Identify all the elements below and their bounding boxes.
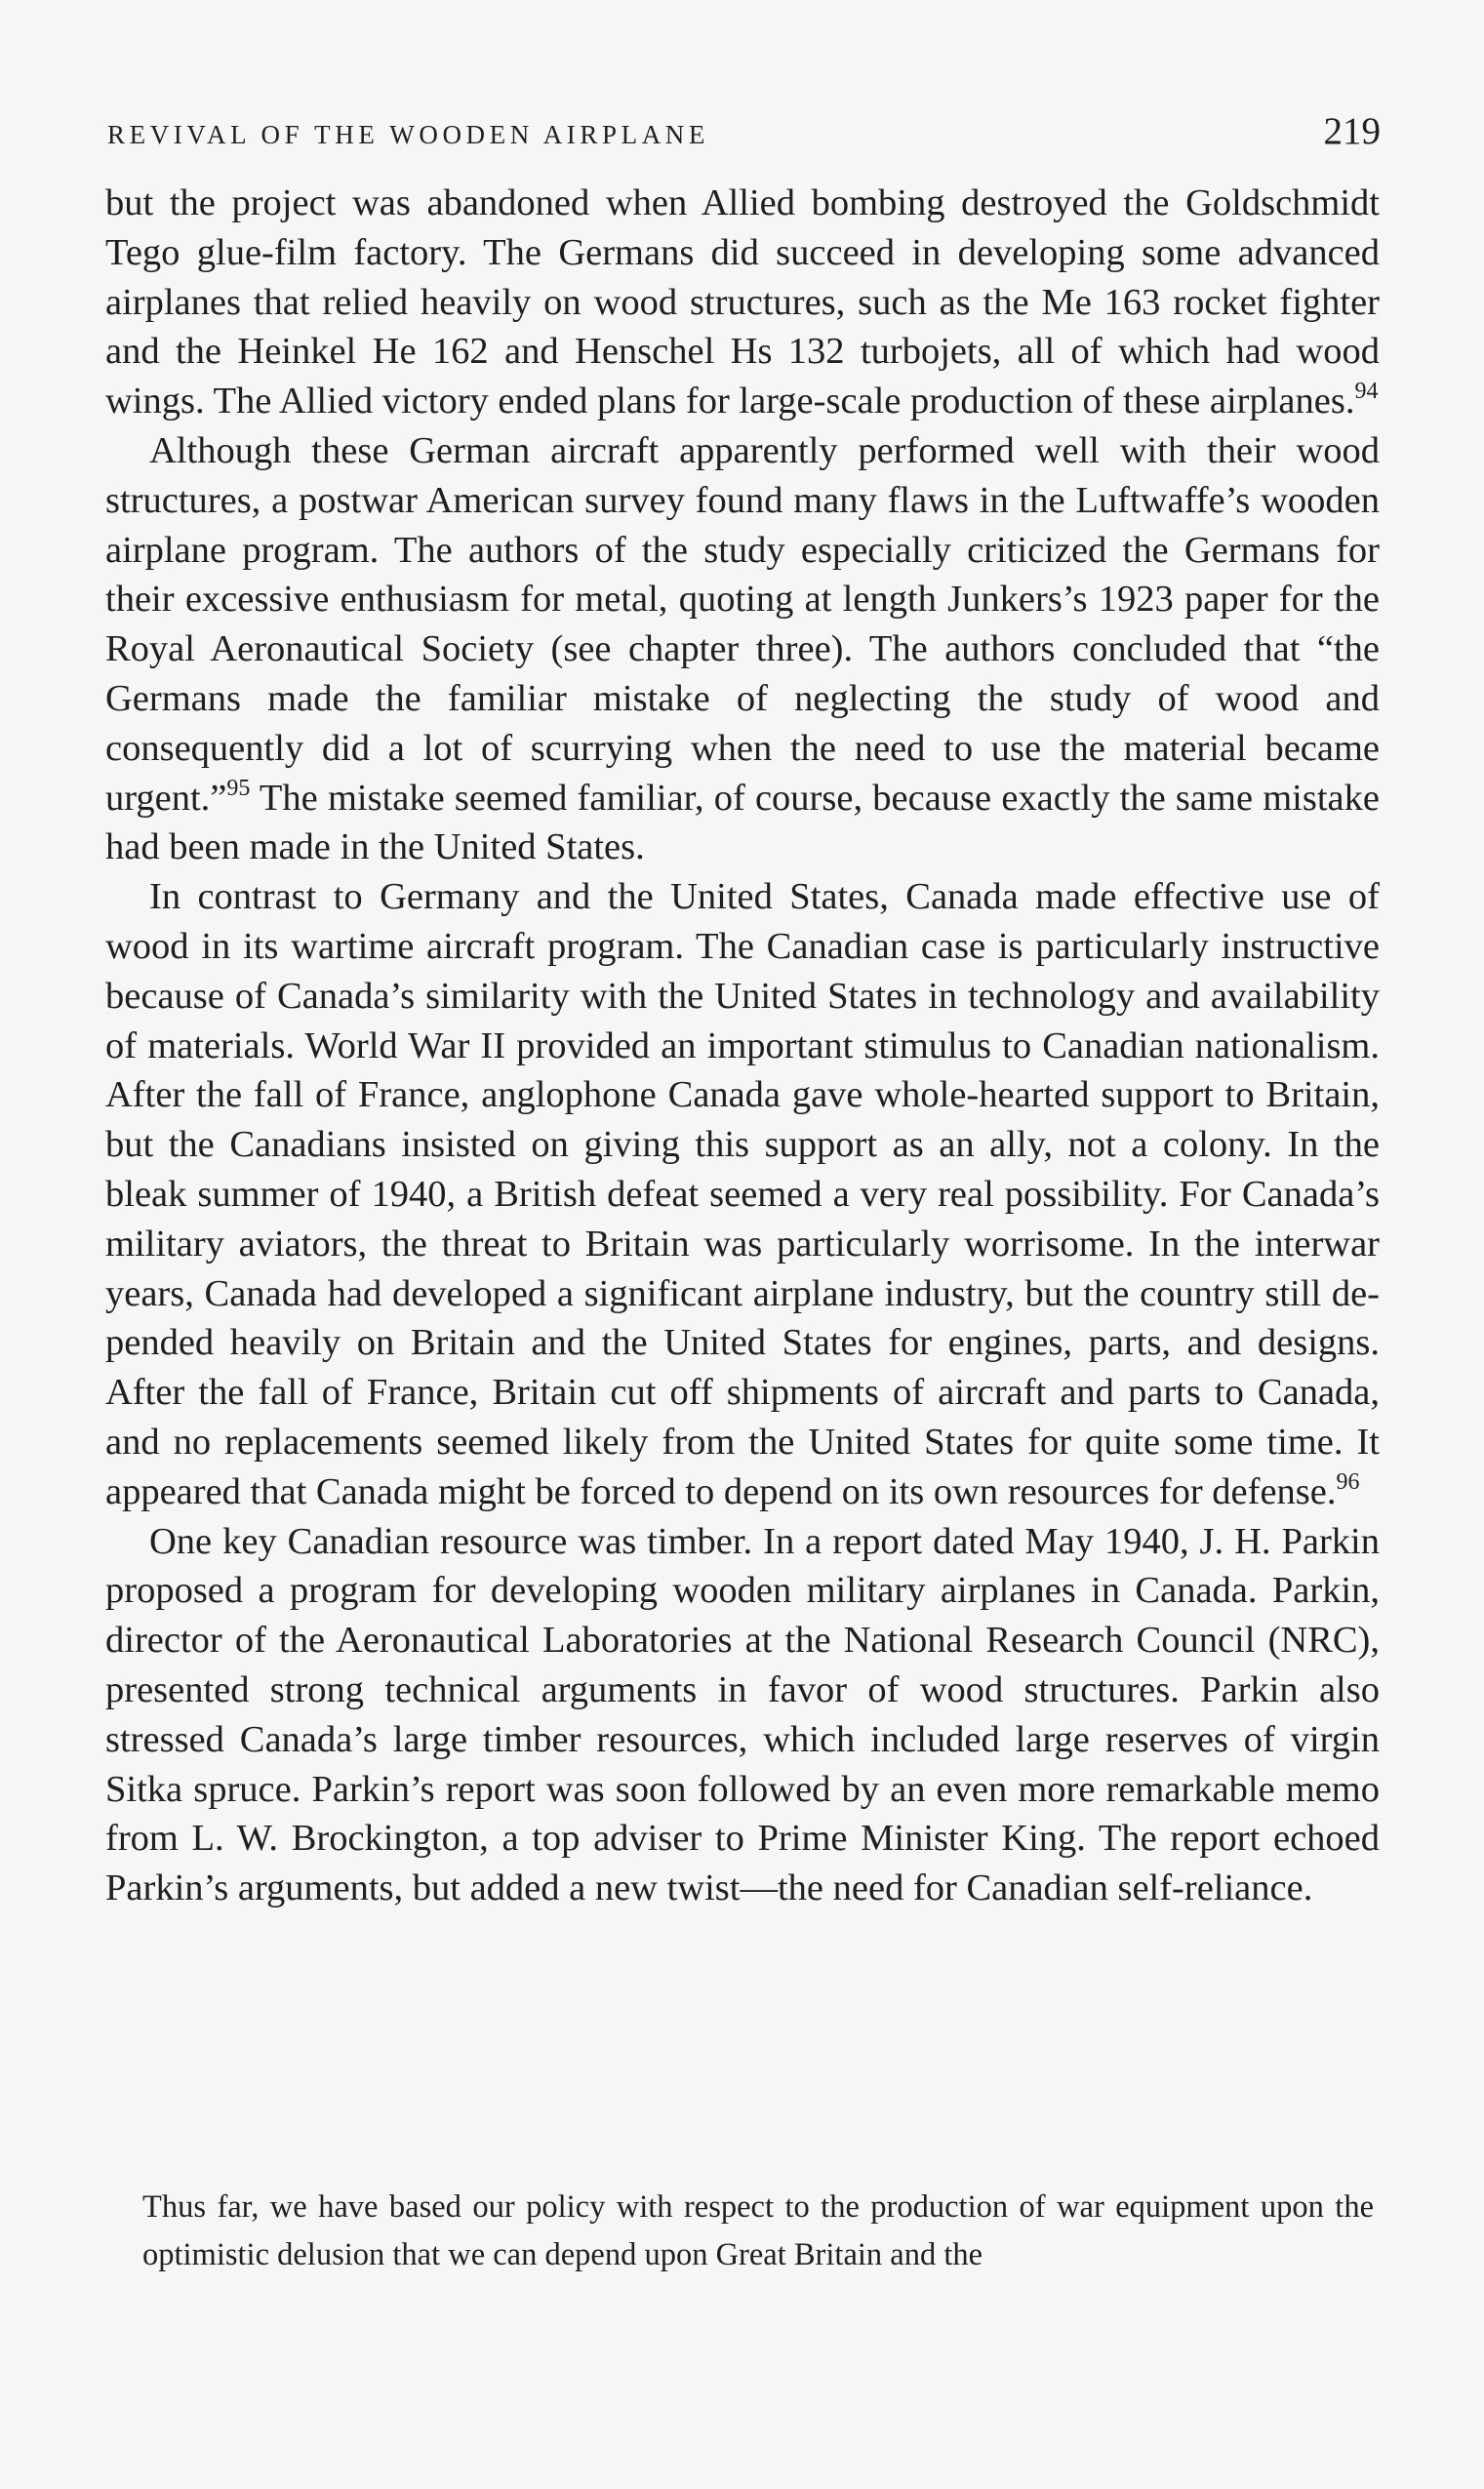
running-head — [107, 109, 1381, 156]
paragraph-2-text-a: Although these German aircraft apparently performed well with their wood structures, a postwar American survey found many flaws in the Luftwaffe’s wooden airplane program. The authors of the study especially criticized the Germans for their excessive enthusiasm for metal, quoting at length Junkers’s 1923 paper for the Royal Aeronautical Society (see chapter three). The authors concluded that “the Germans made the familiar mistake of neglecting the study of wood and consequently did a lot of scurrying when the need to use the material became urgent.” — [105, 429, 1380, 819]
body-text — [105, 179, 1380, 1913]
paragraph-1 — [105, 179, 1380, 426]
paragraph-4-text: One key Canadian resource was timber. In a report dated May 1940, J. H. Parkin proposed a program for developing wooden military airplanes in Canada. Parkin, director of the Aeronautical Laboratories at the National Research Council (NRC), presented strong technical arguments in favor of wood structures. Parkin also stressed Canada’s large timber resources, which included large reserves of virgin Sitka spruce. Parkin’s report was soon followed by an even more remarkable memo from L. W. Brockington, a top adviser to Prime Minister King. The report echoed Parkin’s arguments, but added a new twist—the need for Canadian self-reliance. — [105, 1520, 1380, 1909]
paragraph-2 — [105, 426, 1380, 872]
footnote-ref-95: 95 — [226, 775, 251, 801]
paragraph-1-text: but the project was abandoned when Allied bombing destroyed the Goldschmidt Tego glue-film factory. The Germans did succeed in developing some advanced airplanes that relied heavily on wood structures, such as the Me 163 rocket fighter and the Heinkel He 162 and Henschel Hs 132 turbojets, all of which had wood wings. The Allied victory ended plans for large-scale production of these airplanes. — [105, 182, 1380, 422]
paragraph-3 — [105, 872, 1380, 1516]
footnote-ref-94: 94 — [1354, 379, 1379, 405]
block-quote: Thus far, we have based our policy with respect to the production of war equipment upon the optimistic delusion that we can depend upon Great Britain and the — [142, 2189, 1374, 2272]
paragraph-4 — [105, 1517, 1380, 1913]
paragraph-3-text: In contrast to Germany and the United States, Canada made effective use of wood in its wartime aircraft program. The Canadian case is particularly instructive because of Canada’s similarity with the United States in technology and availability of materials. World War II provided an important stimulus to Canadian nationalism. After the fall of France, anglophone Canada gave whole-hearted support to Britain, but the Canadians insisted on giving this support as an ally, not a colony. In the bleak summer of 1940, a British defeat seemed a very real possibility. For Canada’s military aviators, the threat to Britain was particularly worrisome. In the interwar years, Canada had developed a significant airplane industry, but the country still depended heavily on Britain and the United States for engines, parts, and designs. After the fall of France, Britain cut off shipments of aircraft and parts to Canada, and no replacements seemed likely from the United States for quite some time. It appeared that Canada might be forced to depend on its own resources for defense. — [105, 876, 1380, 1512]
footnote-ref-96: 96 — [1336, 1468, 1360, 1495]
page-number: 219 — [1323, 110, 1381, 152]
paragraph-2-text-b: The mistake seemed familiar, of course, because exactly the same mistake had been made in the United States. — [105, 777, 1380, 868]
running-title: REVIVAL OF THE WOODEN AIRPLANE — [107, 120, 709, 149]
